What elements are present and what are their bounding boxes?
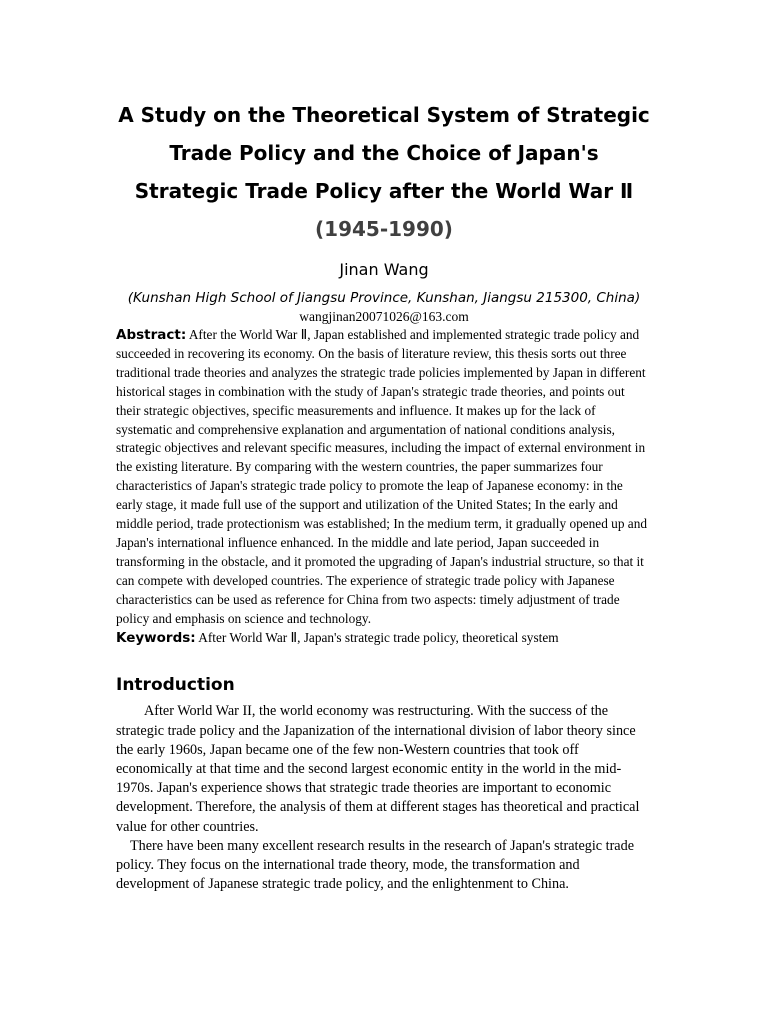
abstract-paragraph	[116, 326, 652, 629]
paper-page	[116, 96, 652, 894]
section-heading-introduction: Introduction	[116, 675, 235, 696]
introduction-paragraph-1: After World War II, the world economy was restructuring. With the success of the strategic trade policy and the Japanization of the international division of labor theory since the early 1960s, Japan became one of the few non-Western countries that took off economically at that time and the second largest economic entity in the world in the mid-1970s. Japan's experience shows that strategic trade theories are important to economic development. Therefore, the analysis of them at different stages has theoretical and practical value for other countries.	[116, 703, 640, 835]
author-name: Jinan Wang	[339, 260, 429, 279]
keywords-text: After World War Ⅱ, Japan's strategic trade policy, theoretical system	[198, 629, 559, 645]
abstract-text: After the World War Ⅱ, Japan established and implemented strategic trade policy and succeeded in recovering its economy. On the basis of literature review, this thesis sorts out three traditional trade theories and analyzes the strategic trade policies implemented by Japan in different historical stages in combination with the study of Japan's strategic trade theories, and points out their strategic objectives, specific measurements and influence. It makes up for the lack of systematic and comprehensive explanation and argumentation of national conditions analysis, strategic objectives and relevant specific measures, including the impact of external environment in the existing literature. By comparing with the western countries, the paper summarizes four characteristics of Japan's strategic trade policy to promote the leap of Japanese economy: in the early stage, it made full use of the support and utilization of the United States; In the early and middle period, trade protectionism was established; In the medium term, it gradually opened up and Japan's international influence enhanced. In the middle and late period, Japan succeeded in transforming in the obstacle, and it promoted the upgrading of Japan's industrial structure, so that it can compete with developed countries. The experience of strategic trade policy with Japanese characteristics can be used as reference for China from two aspects: timely adjustment of trade policy and emphasis on science and technology.	[116, 327, 647, 626]
introduction-paragraph-2: There have been many excellent research results in the research of Japan's strategic trade policy. They focus on the international trade theory, mode, the transformation and development of Japanese strategic trade policy, and the enlightenment to China.	[116, 837, 634, 893]
keywords-label: Keywords:	[116, 629, 196, 646]
abstract-label: Abstract:	[116, 327, 187, 343]
title-years: (1945-1990)	[315, 217, 453, 241]
author-email: wangjinan20071026@163.com	[299, 309, 469, 324]
keywords-paragraph	[116, 629, 652, 648]
author-affiliation: (Kunshan High School of Jiangsu Province, Kunshan, Jiangsu 215300, China)	[127, 290, 641, 306]
title-main: A Study on the Theoretical System of Strategic Trade Policy and the Choice of Japan's Strategic Trade Policy after the World War Ⅱ	[118, 103, 650, 203]
paper-title	[116, 96, 652, 248]
